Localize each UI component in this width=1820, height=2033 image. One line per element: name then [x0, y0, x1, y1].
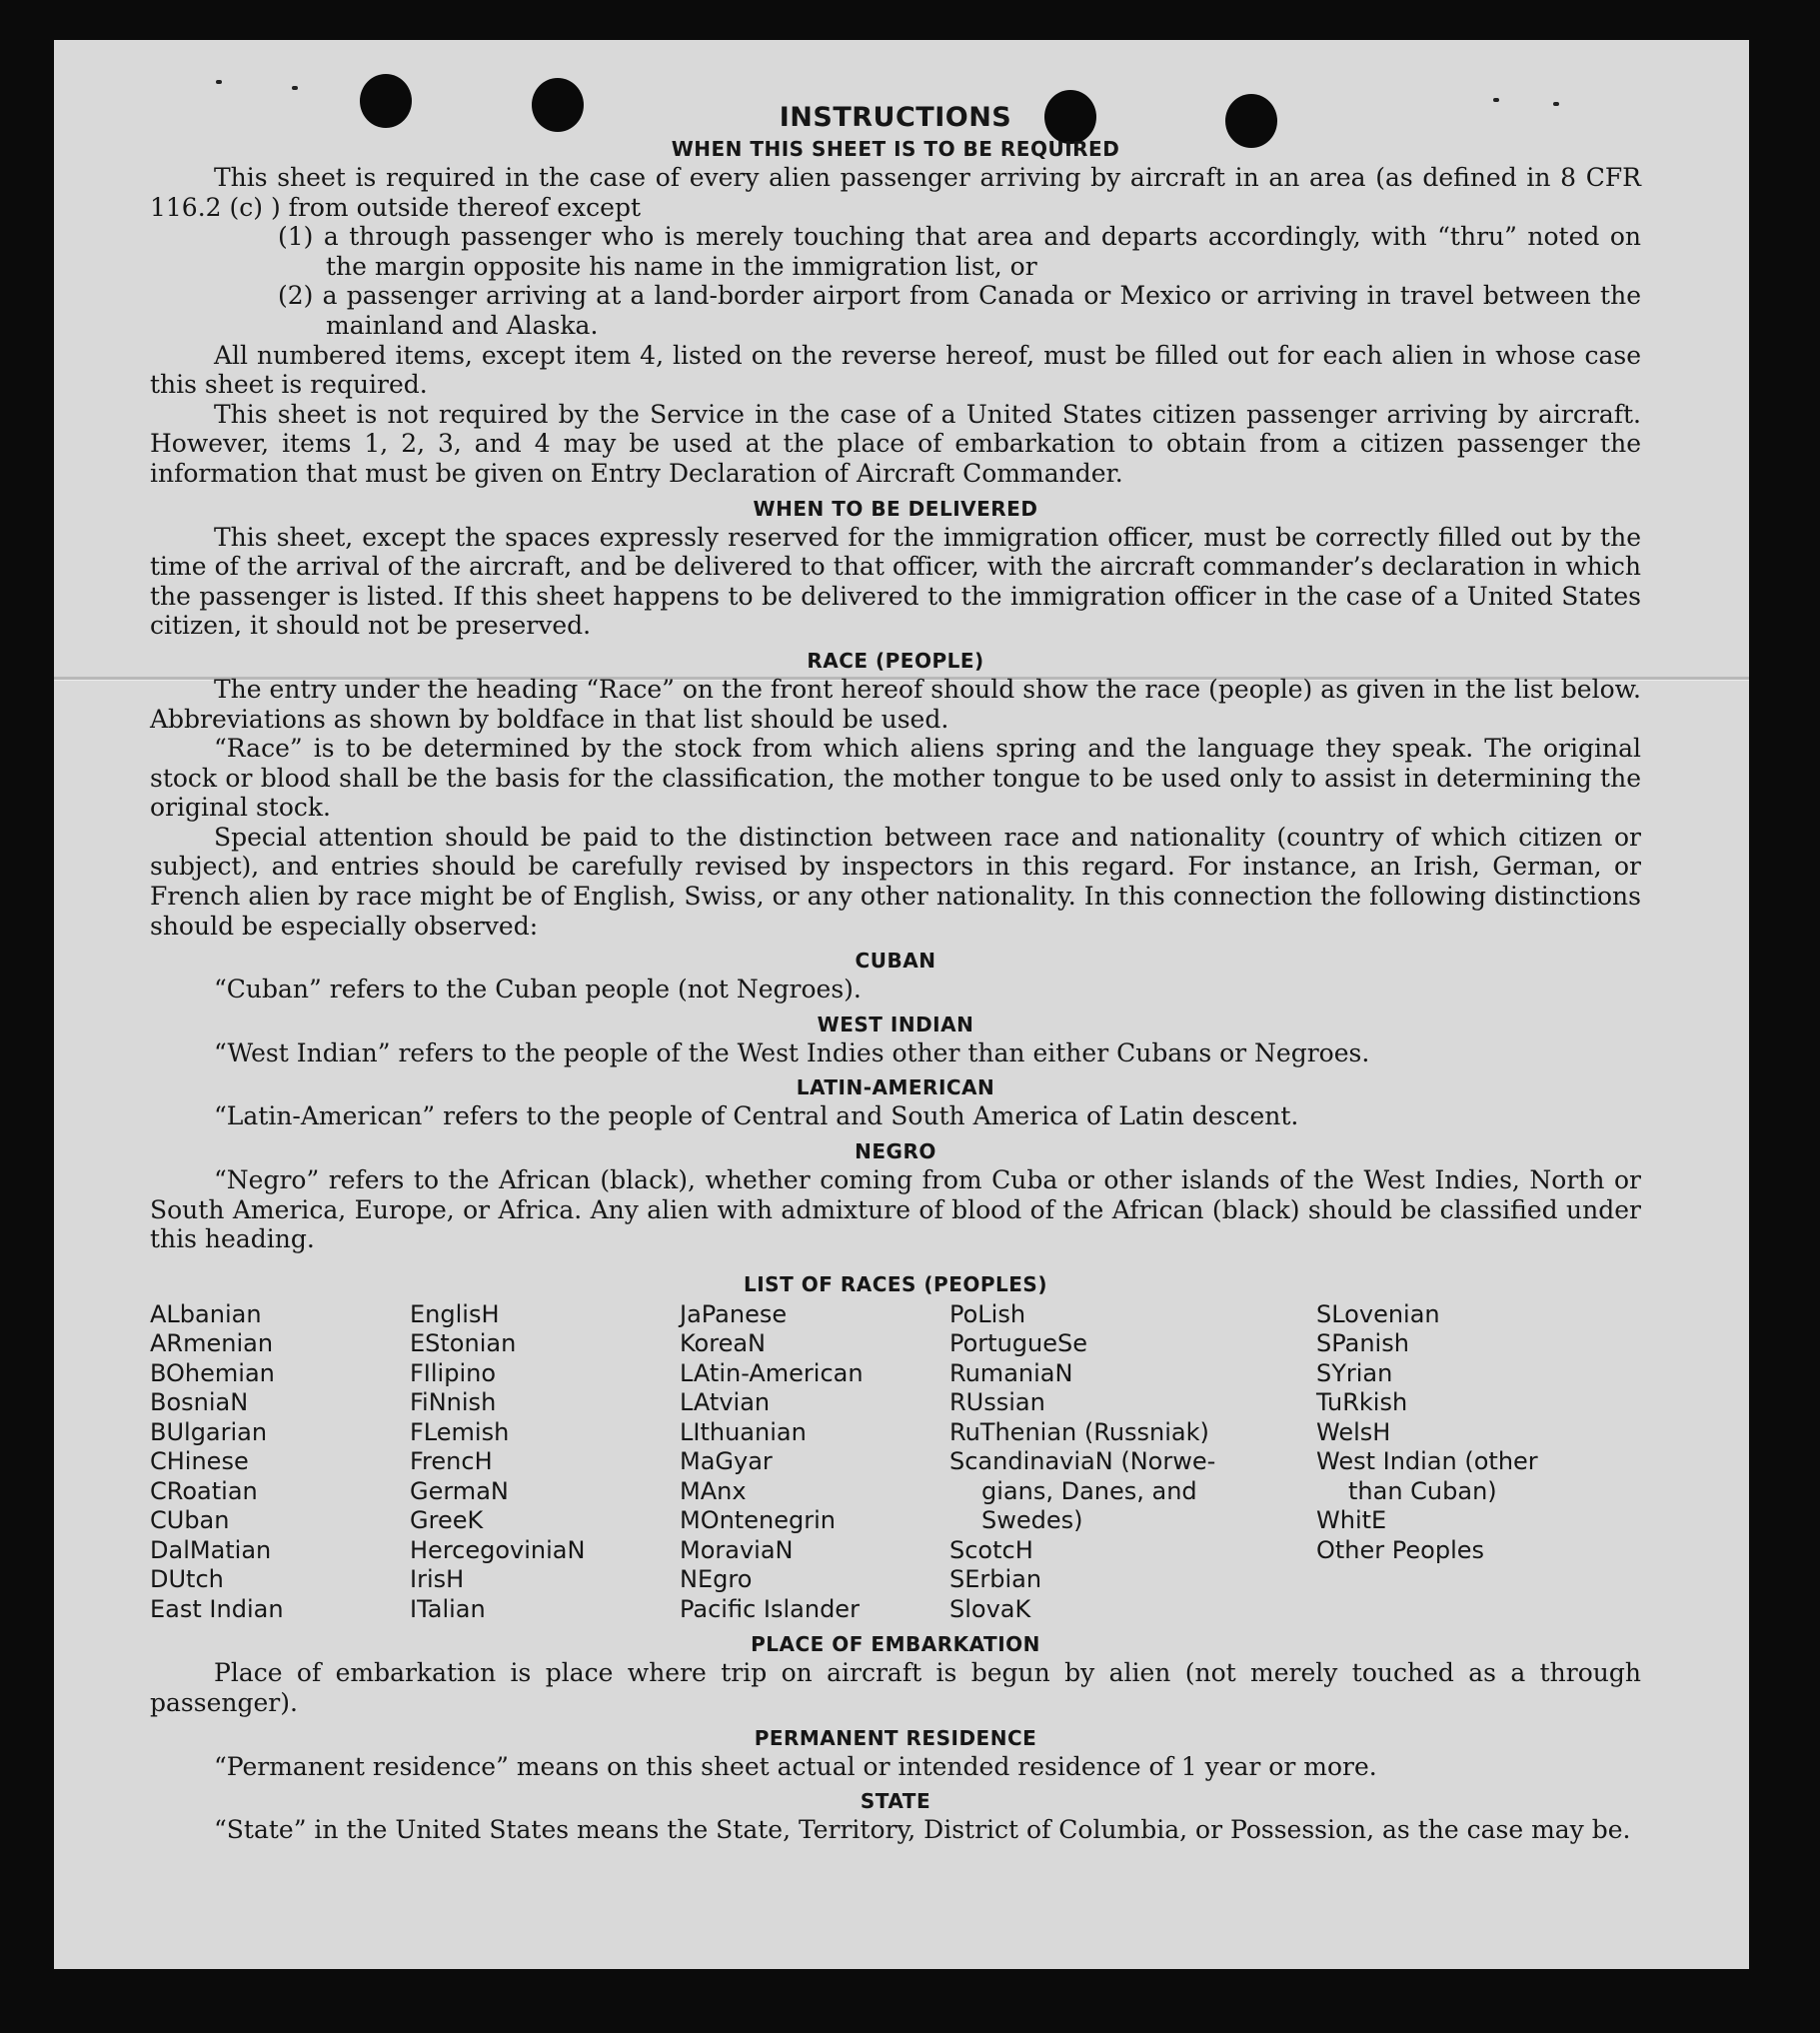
paragraph: Place of embarkation is place where trip on aircraft is begun by alien (not merely touched as a through passenger). [150, 1658, 1641, 1717]
list-item: Swedes) [981, 1506, 1083, 1535]
list-item: CHinese [150, 1447, 249, 1476]
paragraph: “West Indian” refers to the people of the West Indies other than either Cubans or Negroes. [214, 1037, 1370, 1067]
list-item: WelsH [1316, 1417, 1391, 1446]
list-item: SlovaK [949, 1594, 1031, 1623]
section-heading-negro: NEGRO [855, 1139, 936, 1164]
list-item: Other Peoples [1316, 1535, 1485, 1564]
race-column-5 [1316, 1300, 1616, 1625]
document-sheet [54, 40, 1749, 1969]
list-item: TuRkish [1316, 1388, 1408, 1417]
list-item: MAnx [680, 1476, 747, 1505]
list-item: FiNnish [410, 1388, 497, 1417]
list-item: MOntenegrin [680, 1506, 836, 1535]
paragraph: “Latin-American” refers to the people of Central and South America of Latin descent. [214, 1101, 1299, 1131]
list-item: MoraviaN [680, 1535, 794, 1564]
paragraph: “State” in the United States means the State, Territory, District of Columbia, or Possession, as the case may be. [214, 1815, 1631, 1845]
list-item: BUlgarian [150, 1417, 268, 1446]
list-item: ITalian [410, 1594, 486, 1623]
list-item: East Indian [150, 1594, 284, 1623]
paragraph: “Race” is to be determined by the stock from which aliens spring and the language they speak. The original stock or blood shall be the basis for the classification, the mother tongue to be used only to assist in determining the original stock. [150, 734, 1641, 823]
list-item: CUban [150, 1506, 230, 1535]
list-item: FLemish [410, 1417, 510, 1446]
section-heading-required: WHEN THIS SHEET IS TO BE REQUIRED [671, 137, 1120, 161]
paragraph: Special attention should be paid to the distinction between race and nationality (country of which citizen or subject), and entries should be carefully revised by inspectors in this regard. For instance, an Irish, German, or French alien by race might be of English, Swiss, or any other nationality. In this connection the following distinctions should be especially observed: [150, 822, 1641, 941]
list-item: LAtvian [680, 1388, 771, 1417]
list-item: West Indian (other [1316, 1447, 1538, 1476]
list-item: BOhemian [150, 1358, 275, 1387]
list-item: Pacific Islander [680, 1594, 860, 1623]
list-item: SPanish [1316, 1329, 1409, 1358]
list-item: RumaniaN [949, 1358, 1073, 1387]
list-item: SLovenian [1316, 1299, 1440, 1328]
page-title: INSTRUCTIONS [779, 102, 1012, 133]
list-item: EnglisH [410, 1299, 500, 1328]
instructions-content [150, 102, 1641, 1845]
list-item: FrencH [410, 1447, 493, 1476]
list-item: ARmenian [150, 1329, 274, 1358]
list-item: ALbanian [150, 1299, 262, 1328]
list-item: (1) a through passenger who is merely touching that area and departs accordingly, with “thru” noted on the margin opposite his name in the immigration list, or [278, 222, 1641, 281]
list-item: PoLish [949, 1299, 1026, 1328]
speck [216, 80, 222, 84]
list-item: than Cuban) [1348, 1476, 1497, 1505]
list-item: RuThenian (Russniak) [949, 1417, 1209, 1446]
section-heading-west-indian: WEST INDIAN [817, 1012, 974, 1036]
paragraph: This sheet is not required by the Service in the case of a United States citizen passenger arriving by aircraft. However, items 1, 2, 3, and 4 may be used at the place of embarkation to obtain from a citizen passenger the information that must be given on Entry Declaration of Aircraft Commander. [150, 399, 1641, 488]
paragraph: All numbered items, except item 4, listed on the reverse hereof, must be filled out for each alien in whose case this sheet is required. [150, 340, 1641, 400]
list-item: LIthuanian [680, 1417, 807, 1446]
race-column-3 [680, 1300, 949, 1625]
section-heading-delivered: WHEN TO BE DELIVERED [753, 496, 1038, 521]
list-item: RUssian [949, 1388, 1045, 1417]
list-item: DUtch [150, 1565, 224, 1594]
list-item: MaGyar [680, 1447, 773, 1476]
paragraph: This sheet, except the spaces expressly reserved for the immigration officer, must be correctly filled out by the time of the arrival of the aircraft, and be delivered to that officer, with the aircraft commander’s declaration in which the passenger is listed. If this sheet happens to be delivered to the immigration officer in the case of a United States citizen, it should not be preserved. [150, 522, 1641, 641]
section-heading-embarkation: PLACE OF EMBARKATION [751, 1632, 1040, 1657]
list-item: (2) a passenger arriving at a land-border airport from Canada or Mexico or arriving in travel between the mainland and Alaska. [278, 281, 1641, 340]
list-item: GermaN [410, 1476, 509, 1505]
paragraph: This sheet is required in the case of every alien passenger arriving by aircraft in an area (as defined in 8 CFR 116.2 (c) ) from outside thereof except [150, 163, 1641, 222]
list-item: IrisH [410, 1565, 465, 1594]
race-list [150, 1300, 1641, 1625]
list-item: SYrian [1316, 1358, 1393, 1387]
list-item: gians, Danes, and [981, 1476, 1197, 1505]
section-heading-race: RACE (PEOPLE) [807, 648, 984, 673]
section-heading-list-of-races: LIST OF RACES (PEOPLES) [744, 1271, 1047, 1296]
list-item: JaPanese [680, 1299, 788, 1328]
section-heading-cuban: CUBAN [855, 949, 936, 974]
exception-list [150, 222, 1641, 340]
section-heading-residence: PERMANENT RESIDENCE [754, 1725, 1037, 1750]
paragraph: “Negro” refers to the African (black), whether coming from Cuba or other islands of the West Indies, North or South America, Europe, or Africa. Any alien with admixture of blood of the African (black) should be classified under this heading. [150, 1165, 1641, 1254]
list-item: DalMatian [150, 1535, 272, 1564]
paragraph: “Cuban” refers to the Cuban people (not Negroes). [214, 975, 862, 1005]
paragraph: The entry under the heading “Race” on the front hereof should show the race (people) as given in the list below. Abbreviations as shown by boldface in that list should be used. [150, 674, 1641, 734]
list-item: KoreaN [680, 1329, 766, 1358]
list-item: NEgro [680, 1565, 753, 1594]
speck [292, 86, 298, 90]
list-item: CRoatian [150, 1476, 258, 1505]
list-item: LAtin-American [680, 1358, 864, 1387]
paragraph: “Permanent residence” means on this sheet actual or intended residence of 1 year or more. [214, 1751, 1377, 1781]
list-item: BosniaN [150, 1388, 249, 1417]
list-item: ScotcH [949, 1535, 1033, 1564]
list-item: FIlipino [410, 1358, 497, 1387]
list-item: SErbian [949, 1565, 1042, 1594]
list-item: HercegoviniaN [410, 1535, 586, 1564]
section-heading-latin-american: LATIN-AMERICAN [796, 1075, 995, 1100]
list-item: ScandinaviaN (Norwe- [949, 1447, 1216, 1476]
list-item: GreeK [410, 1506, 484, 1535]
list-item: EStonian [410, 1329, 517, 1358]
section-heading-state: STATE [860, 1789, 931, 1814]
list-item: PortugueSe [949, 1329, 1087, 1358]
race-column-4 [949, 1300, 1316, 1625]
list-item: WhitE [1316, 1506, 1387, 1535]
race-column-2 [410, 1300, 680, 1625]
race-column-1 [150, 1300, 410, 1625]
